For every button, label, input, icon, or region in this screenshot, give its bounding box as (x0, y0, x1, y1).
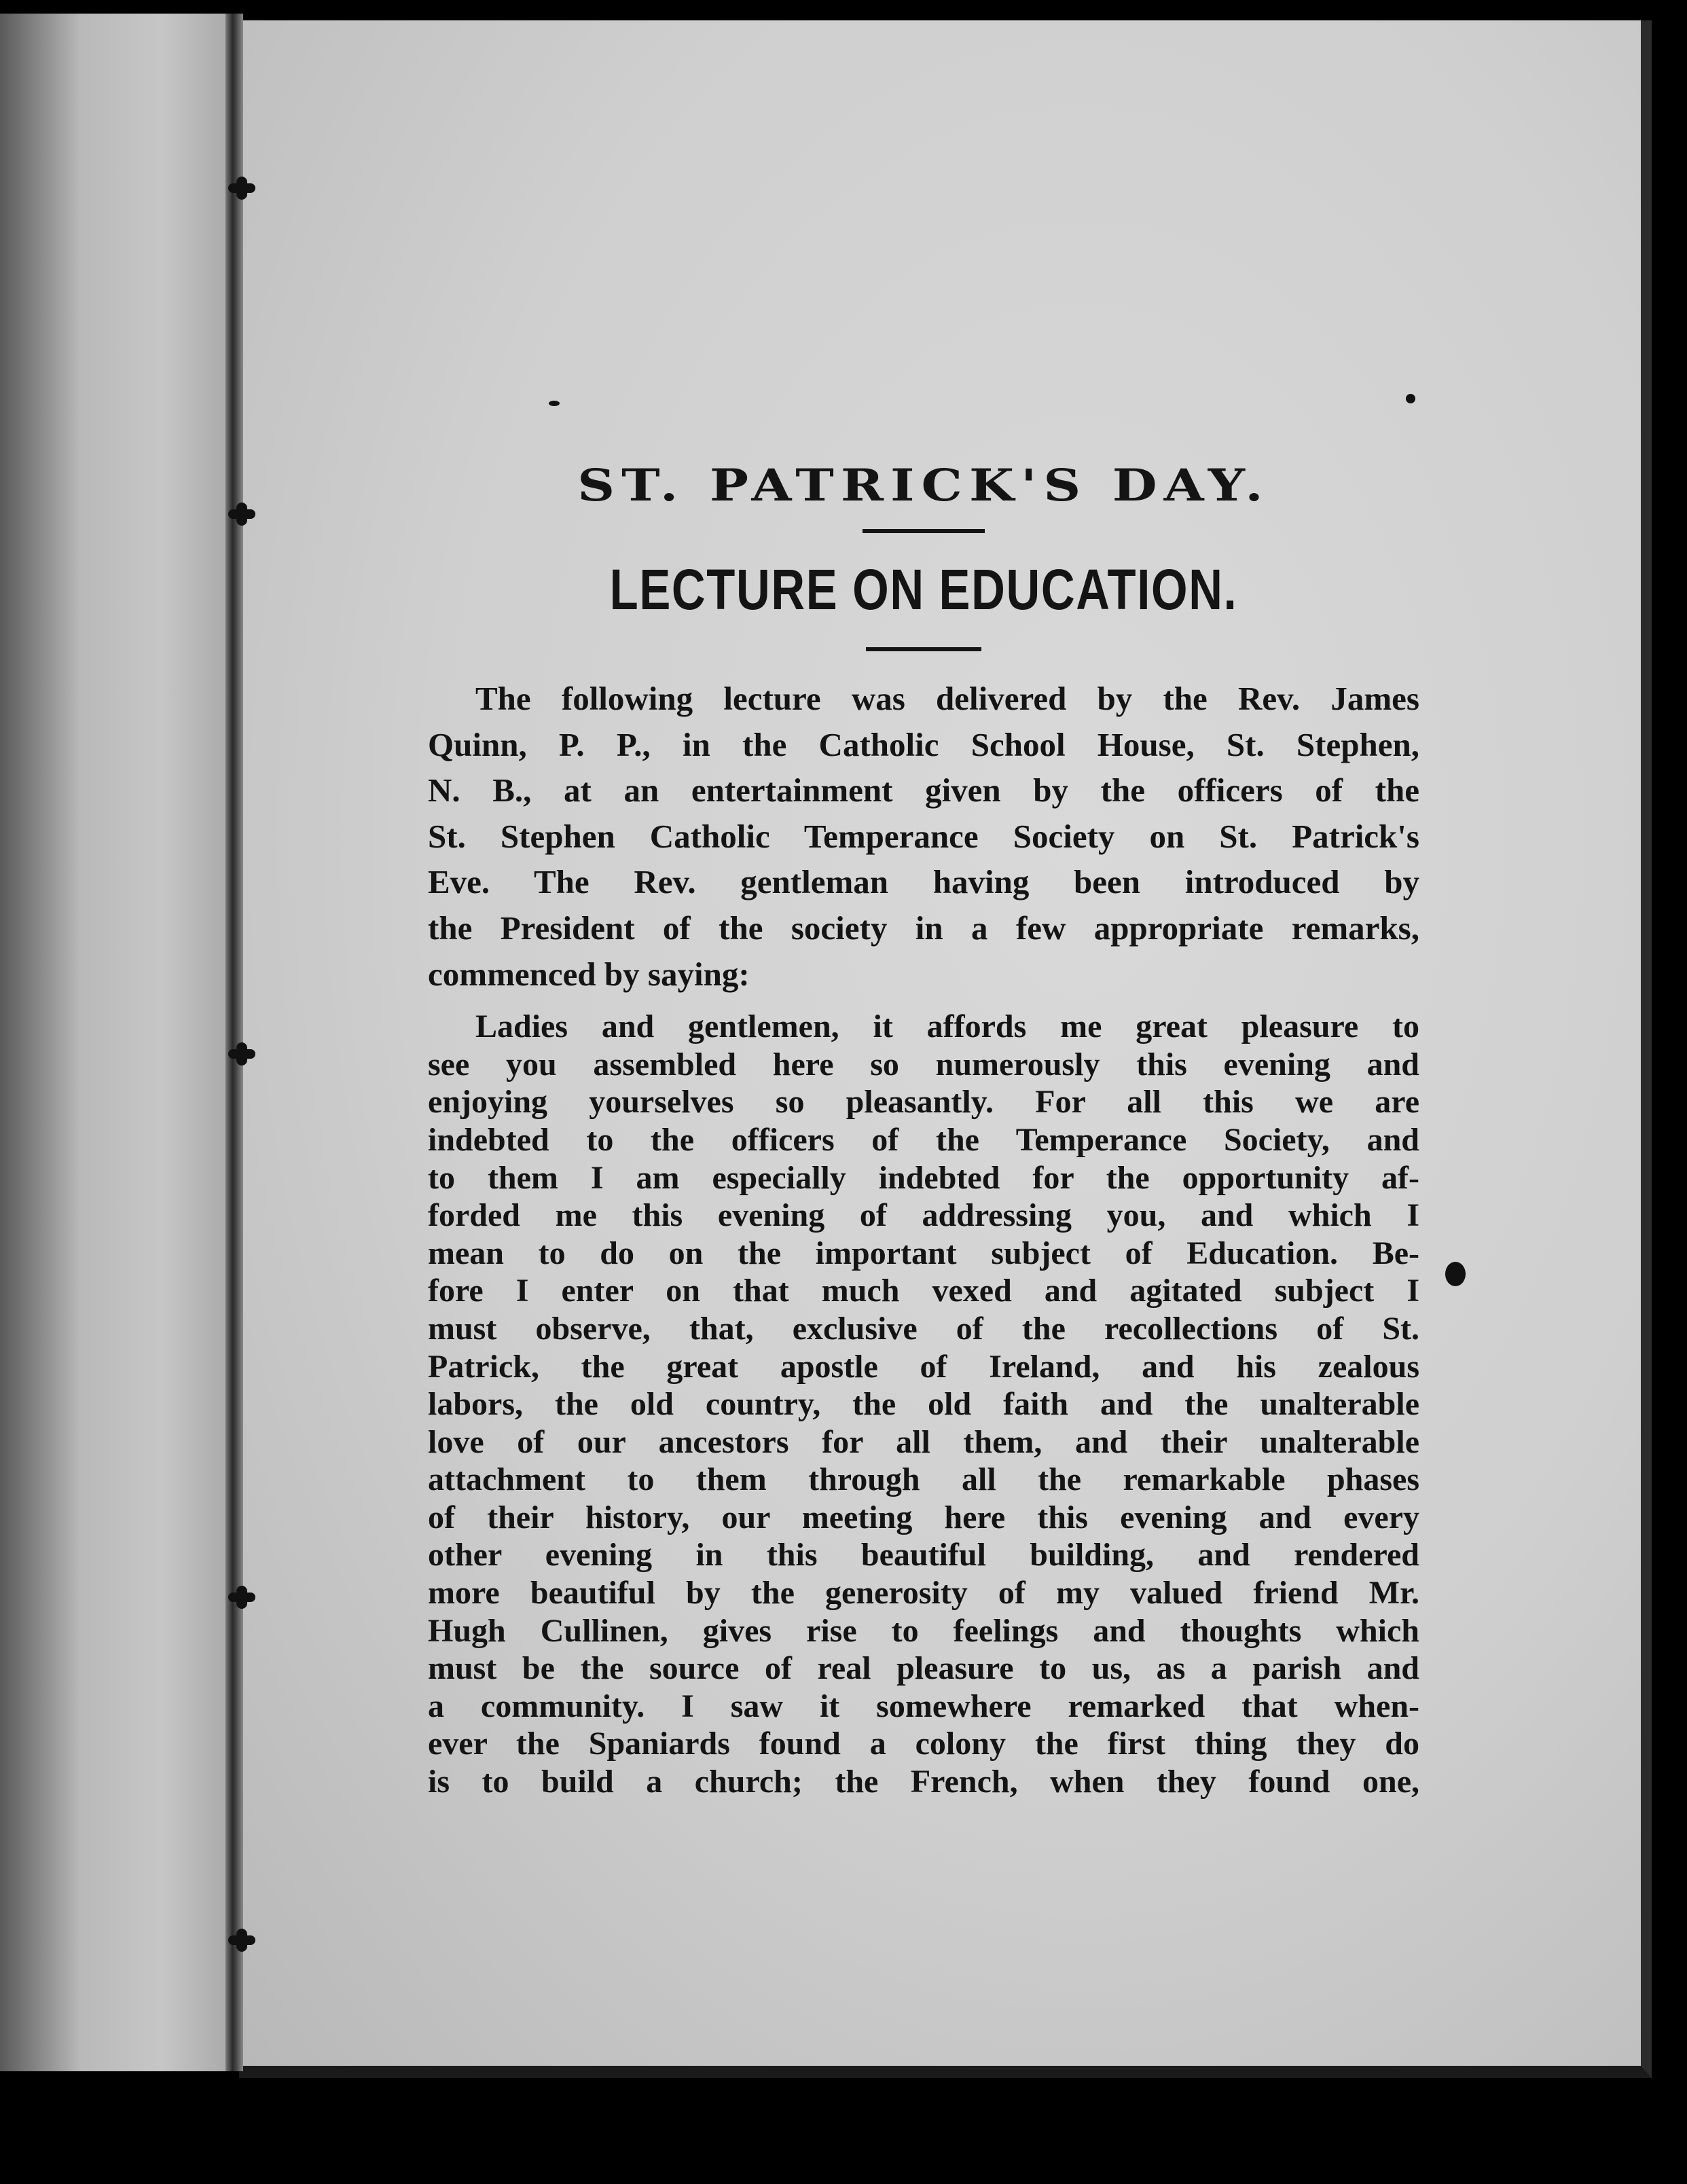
ink-speck (1406, 394, 1415, 403)
text-line: love of our ancestors for all them, and their unalterable (428, 1423, 1419, 1460)
text-line: commenced by saying: (428, 955, 750, 993)
page-heading: ST. PATRICK'S DAY. (577, 459, 1270, 511)
text-line: to them I am especially indebted for the opportunity af- (428, 1159, 1419, 1196)
text-line: indebted to the officers of the Temperance Society, and (428, 1121, 1419, 1158)
text-line: is to build a church; the French, when they found one, (428, 1764, 1419, 1800)
text-line: The following lecture was delivered by the Rev. James (475, 680, 1419, 717)
text-line: Quinn, P. P., in the Catholic School House, St. Stephen, (428, 725, 1419, 763)
binding-stitch (228, 1049, 255, 1059)
body-paragraph (428, 1008, 1419, 1800)
text-line: forded me this evening of addressing you, and which I (428, 1197, 1419, 1234)
text-line: ever the Spaniards found a colony the first thing they do (428, 1726, 1419, 1762)
text-line: N. B., at an entertainment given by the officers of the (428, 771, 1419, 809)
binding-stitch (228, 509, 255, 519)
text-line: fore I enter on that much vexed and agitated subject I (428, 1273, 1419, 1309)
text-line: Patrick, the great apostle of Ireland, and his zealous (428, 1348, 1419, 1385)
intro-paragraph (428, 676, 1419, 997)
text-line: see you assembled here so numerously this evening and (428, 1046, 1419, 1082)
text-line: Hugh Cullinen, gives rise to feelings and thoughts which (428, 1612, 1419, 1649)
text-line: St. Stephen Catholic Temperance Society on St. Patrick's (428, 817, 1419, 855)
binding-stitch (228, 1592, 255, 1602)
title-rule (866, 647, 981, 651)
text-line: a community. I saw it somewhere remarked that when- (428, 1688, 1419, 1724)
text-line: enjoying yourselves so pleasantly. For all this we are (428, 1084, 1419, 1121)
text-line: other evening in this beautiful building, and rendered (428, 1537, 1419, 1573)
text-line: of their history, our meeting here this evening and every (428, 1499, 1419, 1535)
text-line: mean to do on the important subject of Education. Be- (428, 1235, 1419, 1271)
text-line: must be the source of real pleasure to us, as a parish and (428, 1650, 1419, 1687)
text-line: the President of the society in a few appropriate remarks, (428, 909, 1419, 947)
text-line: more beautiful by the generosity of my valued friend Mr. (428, 1575, 1419, 1612)
article (428, 452, 1419, 1801)
binding-stitch (228, 1935, 255, 1945)
text-line: Eve. The Rev. gentleman having been introduced by (428, 863, 1419, 901)
lecture-title: LECTURE ON EDUCATION. (609, 558, 1238, 621)
text-line: must observe, that, exclusive of the recollections of St. (428, 1310, 1419, 1347)
ink-blot (1445, 1262, 1466, 1286)
text-line: attachment to them through all the remarkable phases (428, 1461, 1419, 1498)
text-line: Ladies and gentlemen, it affords me great pleasure to (475, 1008, 1419, 1045)
ink-speck (549, 401, 560, 406)
binding-stitch (228, 183, 255, 193)
heading-rule (863, 529, 985, 533)
facing-page-edge (0, 14, 231, 2071)
text-line: labors, the old country, the old faith and the unalterable (428, 1386, 1419, 1423)
